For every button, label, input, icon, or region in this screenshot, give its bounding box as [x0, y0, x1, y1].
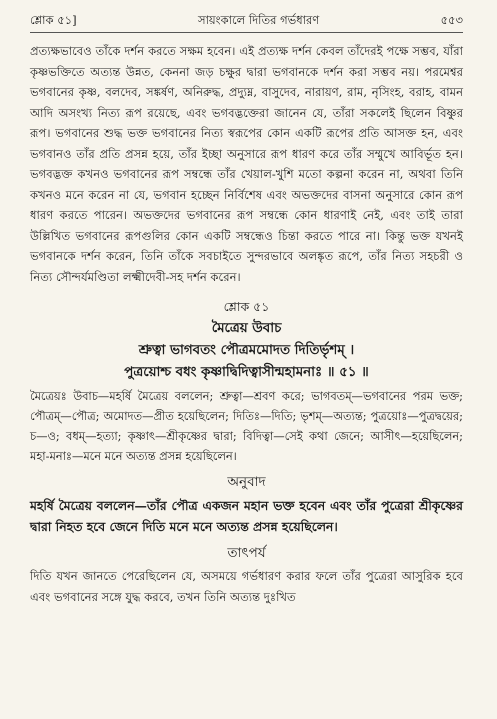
verse-line-3: পুত্রয়োশ্চ বধং কৃষ্ণাদ্বিদিত্বাসীন্মহামনাঃ ॥ ৫১ ॥: [124, 364, 369, 380]
header-chapter-title: সায়ংকালে দিতির গর্ভধারণ: [197, 13, 320, 27]
verse-number: শ্লোক ৫১: [223, 299, 270, 314]
translation-heading: অনুবাদ: [227, 474, 266, 490]
page-header: [30, 12, 463, 30]
header-rule: [30, 32, 463, 33]
purport-continued: প্রত্যক্ষভাবেও তাঁকে দর্শন করতে সক্ষম হবেন। এই প্রত্যক্ষ দর্শন কেবল তাঁদেরই পক্ষে সম্ভব, যাঁরা কৃষ্ণভক্তিতে অত্যন্ত উন্নত, কেননা জড় চক্ষুর দ্বারা ভগবানকে দর্শন করা সম্ভব নয়। পরমেশ্বর ভগবানের কৃষ্ণ, বলদেব, সঙ্কর্ষণ, অনিরুদ্ধ, প্রদ্যুম্ন, বাসুদেব, নারায়ণ, রাম, নৃসিংহ, বরাহ, বামন আদি অসংখ্য নিত্য রূপ রয়েছে, এবং ভগবদ্ভক্তেরা জানেন যে, তাঁরা সকলেই ছিলেন বিষ্ণুর রূপ। ভগবানের শুদ্ধ ভক্ত ভগবানের নিত্য স্বরূপের কোন একটি রূপের প্রতি আসক্ত হন, এবং ভগবানও তাঁর প্রতি প্রসন্ন হয়ে, তাঁর ইচ্ছা অনুসারে রূপ ধারণ করে তাঁর সম্মুখে আবির্ভূত হন। ভগবদ্ভক্ত কখনও ভগবানের রূপ সম্বন্ধে তাঁর খেয়াল-খুশি মতো কল্পনা করেন না, অথবা তিনি কখনও মনে করেন না যে, ভগবান হচ্ছেন নির্বিশেষ এবং অভক্তদের বাসনা অনুসারে কোন রূপ ধারণ করতে পারেন। অভক্তদের ভগবানের রূপ সম্বন্ধে কোন ধারণাই নেই, এবং তাই তারা উল্লিখিত ভগবানের রূপগুলির কোন একটি সম্বন্ধেও চিন্তা করতে পারে না। কিন্তু ভক্ত যখনই ভগবানকে দর্শন করেন, তিনি তাঁকে সবচাইতে সুন্দরভাবে অলঙ্কৃত রূপে, তাঁর নিত্য সহচরী ও নিত্য সৌন্দর্যমণ্ডিতা লক্ষ্মীদেবী-সহ দর্শন করেন।: [30, 44, 463, 284]
header-verse-ref: শ্লোক ৫১]: [30, 13, 77, 27]
translation-text: মহর্ষি মৈত্রেয় বললেন—তাঁর পৌত্র একজন মহান ভক্ত হবেন এবং তাঁর পুত্রেরা শ্রীকৃষ্ণের দ্বারা নিহত হবে জেনে দিতি মনে মনে অত্যন্ত প্রসন্ন হয়েছিলেন।: [30, 498, 463, 534]
word-meanings: মৈত্রেয়ঃ উবাচ—মহর্ষি মৈত্রেয় বললেন; শ্রুত্বা—শ্রবণ করে; ভাগবতম্—ভগবানের পরম ভক্ত; পৌত্রম্—পৌত্র; অমোদত—প্রীত হয়েছিলেন; দিতিঃ—দিতি; ভৃশম্—অত্যন্ত; পুত্রয়োঃ—পুত্রদ্বয়ের; চ—ও; বধম্—হত্যা; কৃষ্ণাৎ—শ্রীকৃষ্ণের দ্বারা; বিদিত্বা—সেই কথা জেনে; আসীৎ—হয়েছিলেন; মহা-মনাঃ—মনে মনে অত্যন্ত প্রসন্ন হয়েছিলেন।: [30, 389, 463, 463]
verse-line-1: মৈত্রেয় উবাচ: [211, 320, 282, 336]
verse-line-2: শ্রুত্বা ভাগবতং পৌত্রমমোদত দিতির্ভৃশম্ ।: [138, 342, 355, 358]
purport-text: দিতি যখন জানতে পেরেছিলেন যে, অসময়ে গর্ভধারণ করার ফলে তাঁর পুত্রেরা আসুরিক হবে এবং ভগবানের সঙ্গে যুদ্ধ করবে, তখন তিনি অত্যন্ত দুঃখিত: [30, 569, 463, 604]
header-page-number: ৫৫৩: [440, 13, 463, 27]
purport-heading: তাৎপর্য: [227, 545, 266, 561]
